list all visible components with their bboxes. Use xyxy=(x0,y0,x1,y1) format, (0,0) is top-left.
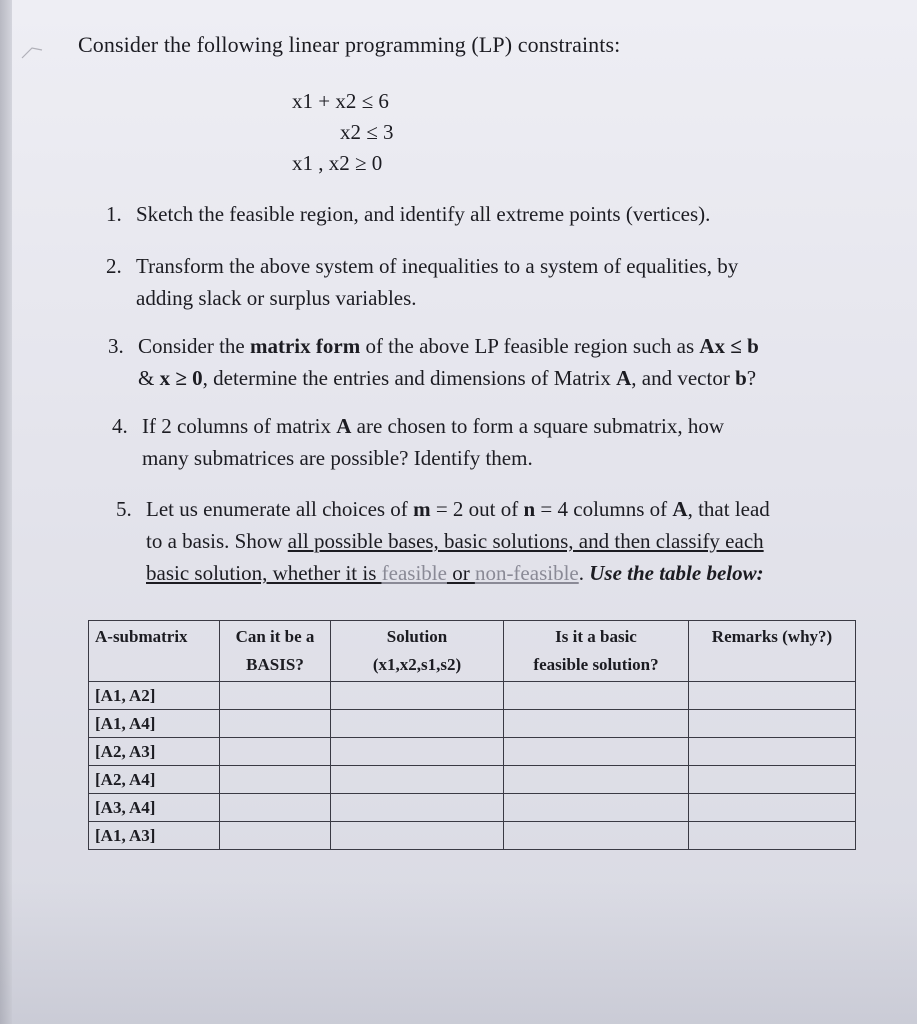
submatrix-cell: [A2, A3] xyxy=(89,738,220,766)
question-number: 2. xyxy=(106,254,122,278)
header-text: Is it a basic xyxy=(555,627,637,646)
header-basis xyxy=(220,621,331,682)
question-text: Let us enumerate all choices of xyxy=(146,497,414,521)
header-a-submatrix: A-submatrix xyxy=(89,621,220,682)
question-text-bold: matrix form xyxy=(249,334,361,358)
remarks-cell[interactable] xyxy=(689,710,856,738)
question-text-underlined: all possible bases, basic solutions, and then classify each xyxy=(287,529,764,553)
question-2 xyxy=(106,250,846,314)
intro-text: Consider the following linear programming (LP) constraints: xyxy=(78,32,621,57)
submatrix-cell: [A1, A3] xyxy=(89,822,220,850)
basis-cell[interactable] xyxy=(220,738,331,766)
question-text-bold: A xyxy=(672,497,688,521)
header-solution xyxy=(331,621,504,682)
question-5 xyxy=(116,493,856,589)
submatrix-cell: [A1, A2] xyxy=(89,682,220,710)
constraint-3: x1 , x2 ≥ 0 xyxy=(292,151,383,175)
question-text: Consider the xyxy=(138,334,250,358)
solution-cell[interactable] xyxy=(331,794,504,822)
question-text-bold: b xyxy=(735,366,747,390)
question-text: ? xyxy=(746,366,757,390)
question-text-cont xyxy=(108,362,848,394)
question-text-instruction: Use the table below: xyxy=(589,561,764,585)
solution-cell[interactable] xyxy=(331,766,504,794)
constraint-1: x1 + x2 ≤ 6 xyxy=(292,89,389,113)
header-feasible xyxy=(504,621,689,682)
question-text: = 2 out of xyxy=(430,497,524,521)
remarks-cell[interactable] xyxy=(689,794,856,822)
basis-table xyxy=(88,620,856,850)
header-text: (x1,x2,s1,s2) xyxy=(372,655,462,674)
header-text: BASIS? xyxy=(246,655,304,674)
question-3 xyxy=(108,330,848,394)
pen-mark-icon xyxy=(20,40,44,64)
question-text-bold: m xyxy=(413,497,431,521)
question-text-bold: Ax ≤ b xyxy=(699,334,759,358)
submatrix-cell: [A2, A4] xyxy=(89,766,220,794)
table-row xyxy=(89,794,856,822)
submatrix-cell: [A1, A4] xyxy=(89,710,220,738)
question-text-bold: A xyxy=(336,414,352,438)
table-row xyxy=(89,710,856,738)
remarks-cell[interactable] xyxy=(689,682,856,710)
question-text: , that lead xyxy=(687,497,770,521)
basis-cell[interactable] xyxy=(220,822,331,850)
solution-cell[interactable] xyxy=(331,738,504,766)
basis-cell[interactable] xyxy=(220,682,331,710)
question-text-bold: A xyxy=(616,366,632,390)
question-text: , and vector xyxy=(631,366,736,390)
table-row xyxy=(89,766,856,794)
question-text: Transform the above system of inequalities to a system of equalities, by xyxy=(136,254,739,278)
question-text-faded: non-feasible xyxy=(474,561,579,585)
solution-cell[interactable] xyxy=(331,710,504,738)
header-text: Solution xyxy=(386,627,448,646)
question-text-bold: n xyxy=(523,497,536,521)
constraints-block xyxy=(292,86,394,179)
question-text: = 4 columns of xyxy=(535,497,673,521)
header-text: feasible solution? xyxy=(533,655,659,674)
question-text-faded: feasible xyxy=(381,561,447,585)
question-text-underlined: basic solution, whether it is xyxy=(146,561,382,585)
remarks-cell[interactable] xyxy=(689,738,856,766)
question-text-cont xyxy=(116,557,856,589)
question-text: & xyxy=(138,366,160,390)
remarks-cell[interactable] xyxy=(689,766,856,794)
feasible-cell[interactable] xyxy=(504,822,689,850)
feasible-cell[interactable] xyxy=(504,682,689,710)
question-text: are chosen to form a square submatrix, how xyxy=(351,414,725,438)
table-row xyxy=(89,682,856,710)
question-text-cont: adding slack or surplus variables. xyxy=(136,286,417,310)
feasible-cell[interactable] xyxy=(504,710,689,738)
basis-cell[interactable] xyxy=(220,766,331,794)
solution-cell[interactable] xyxy=(331,822,504,850)
question-1 xyxy=(106,198,846,230)
question-text-cont xyxy=(116,525,856,557)
basis-cell[interactable] xyxy=(220,710,331,738)
solution-cell[interactable] xyxy=(331,682,504,710)
question-number: 5. xyxy=(116,497,132,521)
question-4 xyxy=(112,410,852,474)
feasible-cell[interactable] xyxy=(504,738,689,766)
question-text: of the above LP feasible region such as xyxy=(360,334,700,358)
question-text-bold: x ≥ 0 xyxy=(159,366,203,390)
question-text: . xyxy=(578,561,590,585)
page-edge-shadow xyxy=(0,0,12,1024)
feasible-cell[interactable] xyxy=(504,766,689,794)
paper-shading xyxy=(0,880,917,1024)
question-number: 1. xyxy=(106,202,122,226)
question-text: Sketch the feasible region, and identify all extreme points (vertices). xyxy=(136,202,711,226)
question-number: 3. xyxy=(108,334,124,358)
question-text: to a basis. Show xyxy=(146,529,288,553)
submatrix-cell: [A3, A4] xyxy=(89,794,220,822)
constraint-2: x2 ≤ 3 xyxy=(340,120,394,144)
table-row xyxy=(89,822,856,850)
question-text-cont: many submatrices are possible? Identify them. xyxy=(142,446,533,470)
question-number: 4. xyxy=(112,414,128,438)
question-text: , determine the entries and dimensions of Matrix xyxy=(202,366,617,390)
header-text: Can it be a xyxy=(235,627,315,646)
header-remarks: Remarks (why?) xyxy=(689,621,856,682)
question-text-underlined: or xyxy=(446,561,475,585)
table-header-row xyxy=(89,621,856,682)
basis-cell[interactable] xyxy=(220,794,331,822)
question-text: If 2 columns of matrix xyxy=(142,414,337,438)
feasible-cell[interactable] xyxy=(504,794,689,822)
remarks-cell[interactable] xyxy=(689,822,856,850)
table-row xyxy=(89,738,856,766)
